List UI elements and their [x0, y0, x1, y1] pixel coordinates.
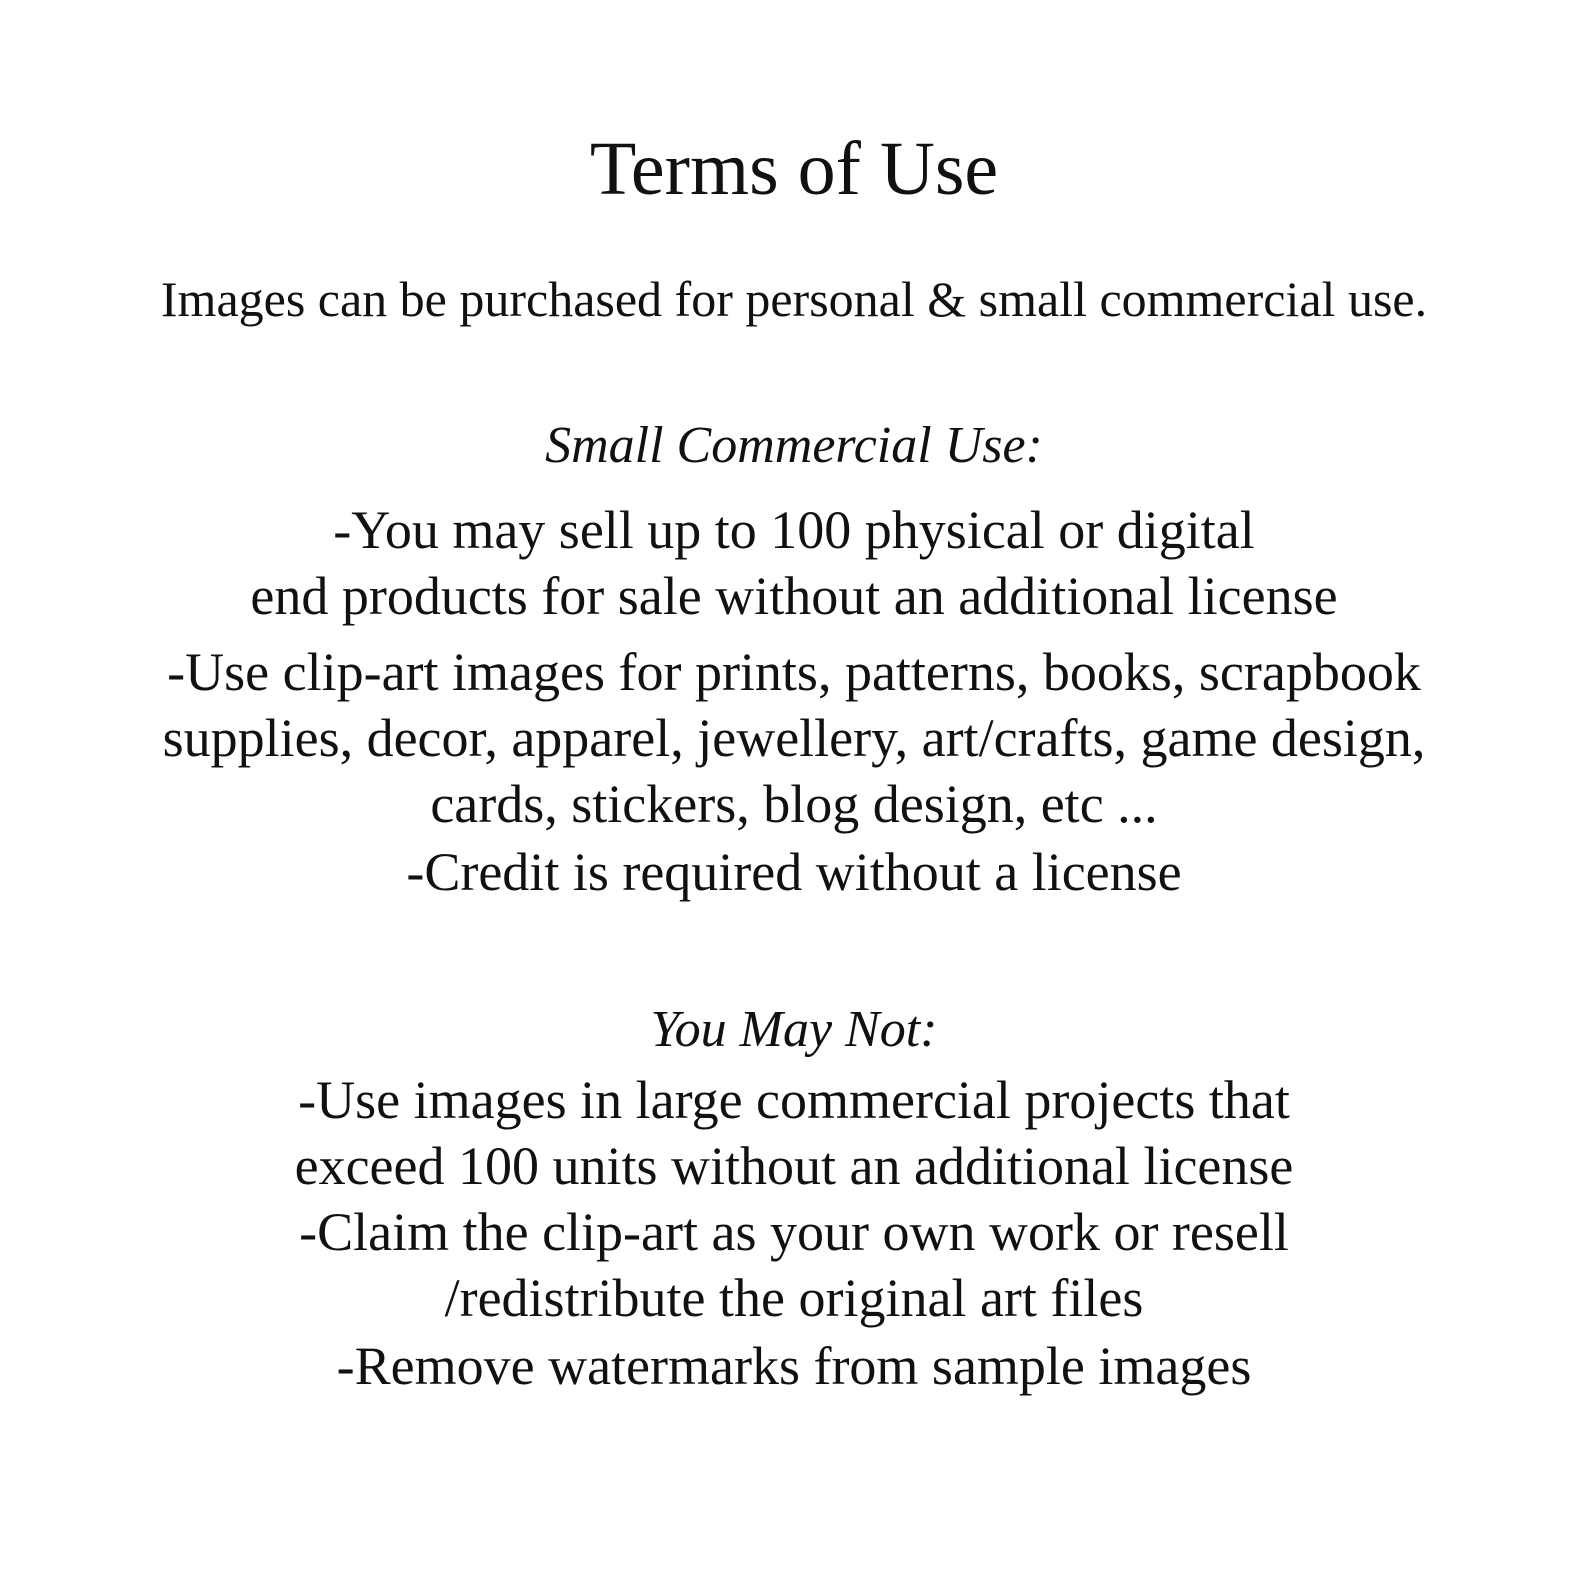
page-title: Terms of Use: [589, 127, 999, 211]
small-commercial-line: -Credit is required without a license: [406, 842, 1182, 902]
small-commercial-line: -Use clip-art images for prints, patterns, books, scrapbook: [167, 642, 1421, 702]
may-not-heading: You May Not:: [650, 1001, 938, 1058]
may-not-line: /redistribute the original art files: [444, 1268, 1144, 1328]
small-commercial-line: -You may sell up to 100 physical or digital: [333, 500, 1255, 560]
small-commercial-line: end products for sale without an additional license: [250, 566, 1338, 626]
small-commercial-heading: Small Commercial Use:: [545, 417, 1043, 474]
small-commercial-line: cards, stickers, blog design, etc ...: [430, 774, 1158, 834]
may-not-line: -Claim the clip-art as your own work or resell: [299, 1202, 1289, 1262]
may-not-line: -Use images in large commercial projects that: [298, 1070, 1290, 1130]
may-not-line: exceed 100 units without an additional license: [294, 1136, 1294, 1196]
may-not-line: -Remove watermarks from sample images: [336, 1336, 1252, 1396]
intro-text: Images can be purchased for personal & small commercial use.: [160, 271, 1428, 327]
small-commercial-line: supplies, decor, apparel, jewellery, art/crafts, game design,: [162, 708, 1426, 768]
